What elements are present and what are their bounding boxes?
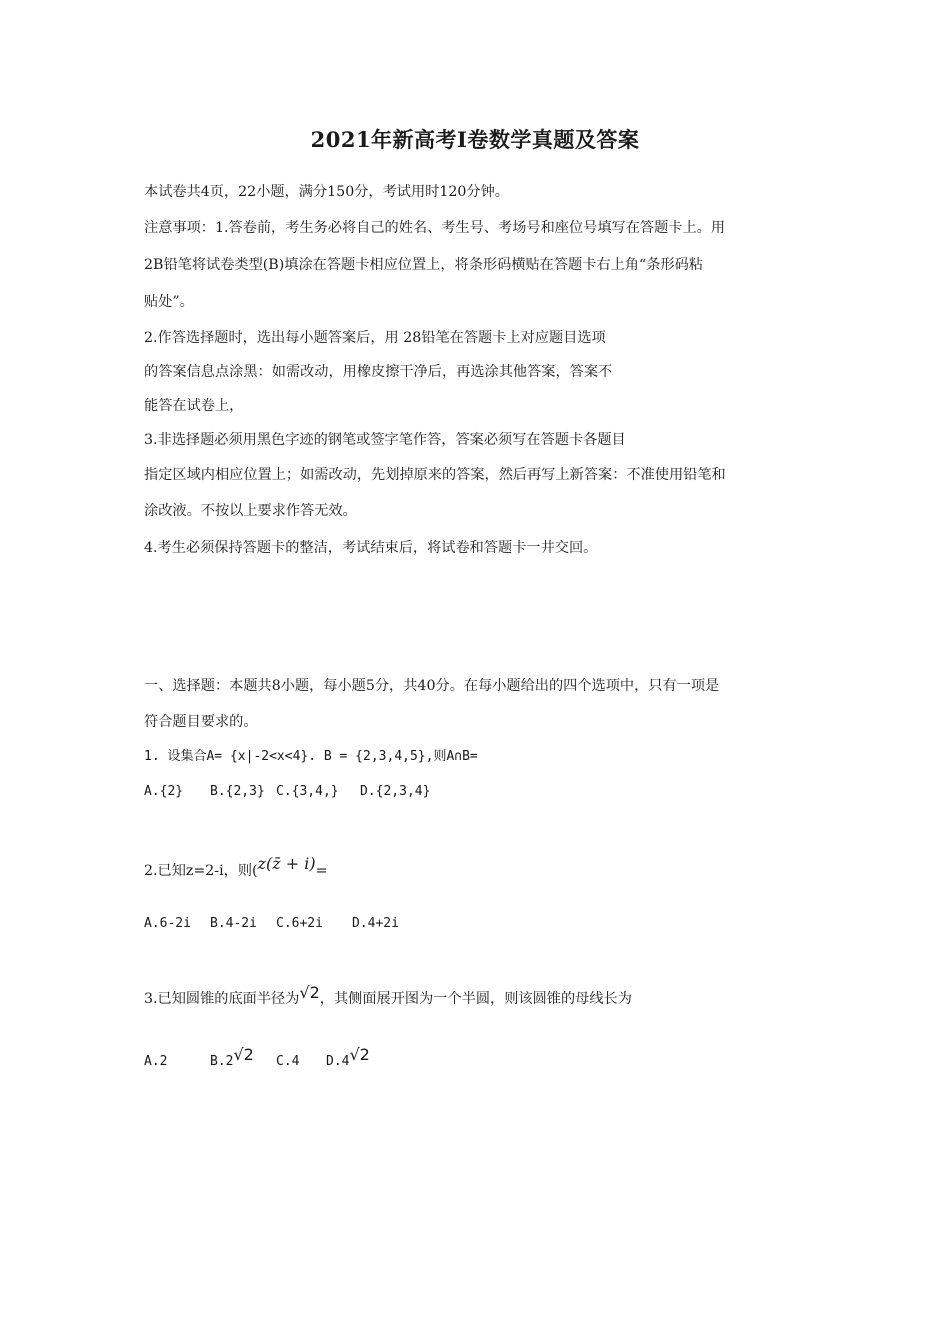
q3-option-a: A.2: [144, 1054, 168, 1069]
note-4: 4.考生必须保持答题卡的整洁，考试结束后，将试卷和答题卡一井交回。: [144, 540, 598, 556]
q3-stem-suffix: ，其侧面展开图为一个半圆，则该圆锥的母线长为: [319, 991, 632, 1007]
q2-option-b: B.4-2i: [210, 916, 257, 931]
q1-option-b: B.{2,3}: [210, 784, 265, 799]
q3-option-d-radical: √2: [349, 1045, 370, 1064]
intro-line: 本试卷共4页，22小题，满分150分，考试用时120分钟。: [144, 184, 509, 200]
q2-stem-suffix: =: [315, 863, 328, 879]
q2-option-d: D.4+2i: [352, 916, 399, 931]
section-heading-a: 一、选择题：本题共8小题，每小题5分，共40分。在每小题给出的四个选项中，只有一项是: [144, 678, 720, 694]
q3-option-b: [210, 1045, 276, 1072]
section-heading-b: 符合题目要求的。: [144, 714, 258, 730]
q2-formula: z(z̄ + i): [257, 854, 316, 873]
note-3a: 3.非选择题必须用黑色字迹的钢笔或签字笔作答，答案必须写在答题卡各题目: [144, 432, 626, 448]
question-3-options: [144, 1045, 370, 1072]
question-3-stem: [144, 983, 632, 1009]
question-1-options: [144, 782, 430, 802]
note-1c: 贴处”。: [144, 294, 194, 310]
note-3b: 指定区域内相应位置上；如需改动，先划掉原来的答案，然后再写上新答案：不准使用铅笔和: [144, 467, 726, 483]
q1-option-d: D.{2,3,4}: [360, 784, 431, 799]
q3-option-c: C.4: [276, 1054, 300, 1069]
q1-option-a: A.{2}: [144, 784, 184, 799]
q3-option-d: [326, 1045, 370, 1072]
page-title: 2021年新高考Ⅰ卷数学真题及答案: [310, 127, 640, 152]
question-2-stem: [144, 854, 328, 881]
q3-stem-prefix: 3.已知圆锥的底面半径为: [144, 991, 300, 1007]
q1-option-c: C.{3,4,}: [276, 784, 339, 799]
q3-radical: √2: [299, 983, 320, 1002]
q3-option-d-text: D.4: [326, 1054, 350, 1069]
q2-stem-prefix: 2.已知z=2-i，则(: [144, 863, 258, 879]
note-2a: 2.作答选择题时，选出每小题答案后，用 28铅笔在答题卡上对应题目选项: [144, 330, 606, 346]
question-1-stem: 1. 设集合A= {x|-2<x<4}. B = {2,3,4,5},则A∩B=: [144, 749, 478, 764]
note-2b: 的答案信息点涂黑：如需改动，用橡皮擦干净后，再选涂其他答案，答案不: [144, 364, 613, 380]
question-2-options: [144, 914, 399, 934]
q3-option-b-text: B.2: [210, 1054, 234, 1069]
q3-option-b-radical: √2: [233, 1045, 254, 1064]
q2-option-c: C.6+2i: [276, 916, 323, 931]
note-3c: 涂改液。不按以上要求作答无效。: [144, 503, 357, 519]
note-1b: 2B铅笔将试卷类型(B)填涂在答题卡相应位置上，将条形码横贴在答题卡右上角“条形码粘: [144, 257, 703, 273]
q2-option-a: A.6-2i: [144, 916, 191, 931]
note-2c: 能答在试卷上，: [144, 398, 244, 414]
note-1a: 注意事项：1.答卷前，考生务必将自己的姓名、考生号、考场号和座位号填写在答题卡上。用: [144, 220, 726, 236]
